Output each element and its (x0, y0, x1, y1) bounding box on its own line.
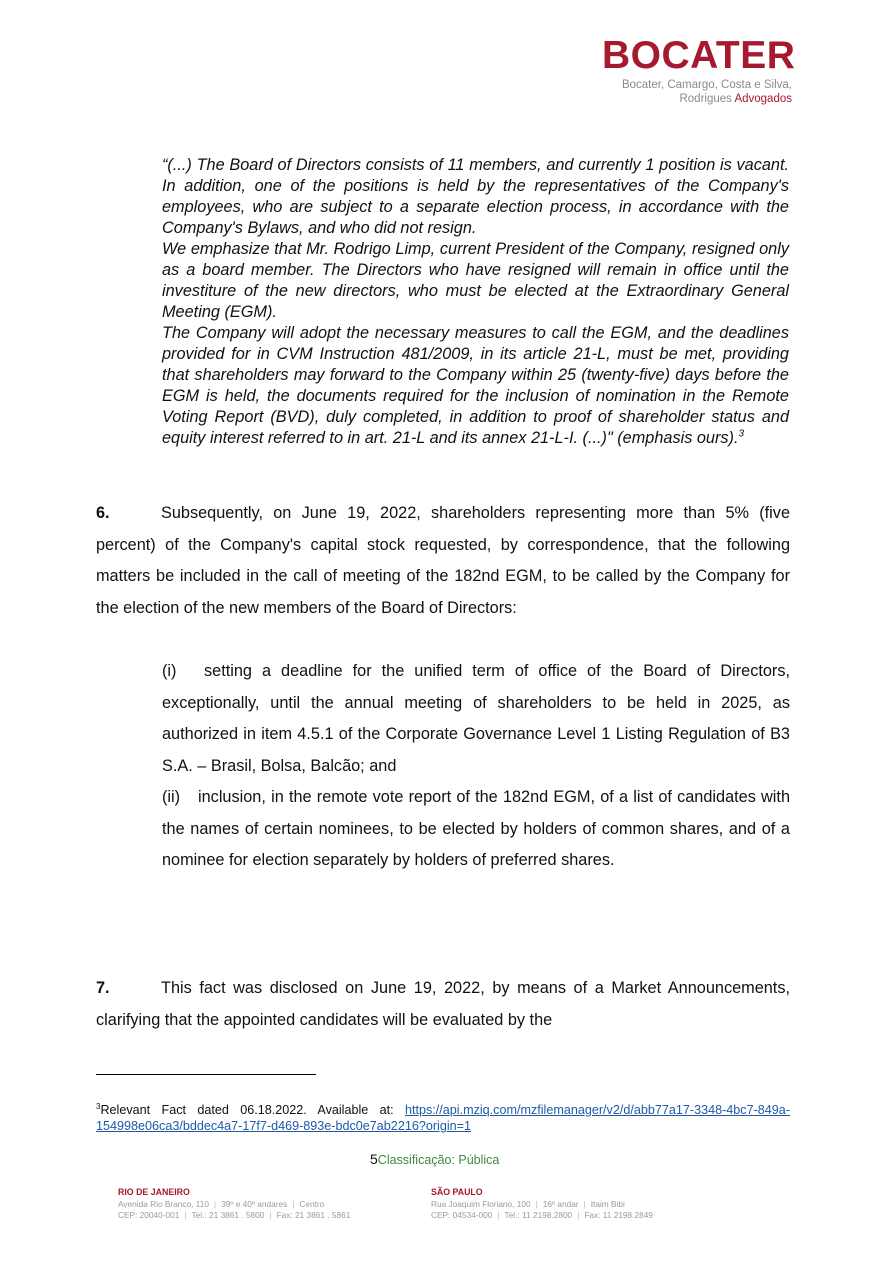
logo-subtitle-line2 (602, 92, 792, 106)
list-item-text: inclusion, in the remote vote report of the 182nd EGM, of a list of candidates with the names of certain nominees, to be elected by holders of common shares, and of a nominee for election separately by holders of preferred shares. (162, 788, 790, 869)
classification-label: Classificação: Pública (377, 1153, 500, 1167)
footnote-reference[interactable]: 3 (738, 428, 745, 440)
quoted-relevant-fact (162, 155, 789, 449)
footnote-text: Relevant Fact dated 06.18.2022. Available at: (100, 1103, 405, 1118)
logo-wordmark: BOCATER (602, 34, 796, 77)
quote-paragraph-text: The Company will adopt the necessary measures to call the EGM, and the deadlines provided for in CVM Instruction 481/2009, in its article 21-L, must be met, providing that shareholders may forward to the Company within 25 (twenty-five) days before the EGM is held, the documents required for the inclusion of nomination in the Remote Voting Report (BVD), duly completed, in addition to proof of shareholder status and equity interest referred to in art. 21-L and its annex 21-L-I. (...)" (emphasis ours). (162, 324, 789, 447)
footnote-link[interactable]: https://api.mziq.com/mzfilemanager/v2/d/abb77a17-3348-4bc7-849a-154998e06ca3/bddec4a7-17f7-d469-893e-bdc0e7ab2216?origin=1 (96, 1103, 790, 1134)
section-text: This fact was disclosed on June 19, 2022, by means of a Market Announcements, clarifying that the appointed candidates will be evaluated by the (96, 979, 790, 1029)
office-rio (118, 1187, 350, 1222)
section-7 (96, 973, 790, 1036)
firm-logo (602, 34, 796, 106)
section-6 (96, 498, 790, 624)
office-address-line1: Avenida Rio Branco, 110 | 39º e 40º andares | Centro (118, 1198, 325, 1209)
section-number: 7. (96, 979, 110, 997)
section-text: Subsequently, on June 19, 2022, shareholders representing more than 5% (five percent) of the Company's capital stock requested, by correspondence, that the following matters be included in the call of meeting of the 182nd EGM, to be called by the Company for the election of the new members of the Board of Directors: (96, 504, 790, 617)
list-item-text: setting a deadline for the unified term of office of the Board of Directors, exceptionally, until the annual meeting of shareholders to be held in 2025, as authorized in item 4.5.1 of the Corporate Governance Level 1 Listing Regulation of B3 S.A. – Brasil, Bolsa, Balcão; and (162, 662, 790, 775)
logo-subtitle-line1: Bocater, Camargo, Costa e Silva, (621, 79, 792, 91)
quote-paragraph (162, 323, 789, 449)
list-item-ii (162, 782, 790, 877)
logo-subtitle-accent: Advogados (734, 93, 792, 105)
section-number: 6. (96, 504, 110, 522)
office-address-line1: Rua Joaquim Floriano, 100 | 16º andar | Itaim Bibi (431, 1198, 625, 1209)
office-address-line2: CEP: 20040-001 | Tel.: 21 3861 . 5800 | Fax: 21 3861 . 5861 (118, 1210, 351, 1220)
footnote-separator (96, 1074, 316, 1075)
page-number: 5 (370, 1151, 378, 1167)
office-sao-paulo (431, 1187, 653, 1222)
logo-subtitle-plain: Rodrigues (679, 93, 735, 105)
list-marker: (ii) (162, 788, 181, 806)
page-footer (370, 1151, 499, 1167)
office-city: RIO DE JANEIRO (118, 1187, 190, 1197)
office-address-line2: CEP: 04534-000 | Tel.: 11 2198.2800 | Fax: 11 2198.2849 (431, 1210, 653, 1220)
list-item-i (162, 656, 790, 782)
quote-paragraph: We emphasize that Mr. Rodrigo Limp, current President of the Company, resigned only as a board member. The Directors who have resigned will remain in office until the investiture of the new directors, who must be elected at the Extraordinary General Meeting (EGM). (162, 240, 789, 321)
quote-paragraph: “(...) The Board of Directors consists of 11 members, and currently 1 position is vacant. In addition, one of the positions is held by the representatives of the Company's employees, who are subject to a separate election process, in accordance with the Company's Bylaws, and who did not resign. (162, 156, 789, 237)
office-city: SÃO PAULO (431, 1187, 483, 1197)
list-marker: (i) (162, 662, 177, 680)
footnote-marker: 3 (96, 1102, 101, 1111)
footnote (96, 1099, 790, 1134)
